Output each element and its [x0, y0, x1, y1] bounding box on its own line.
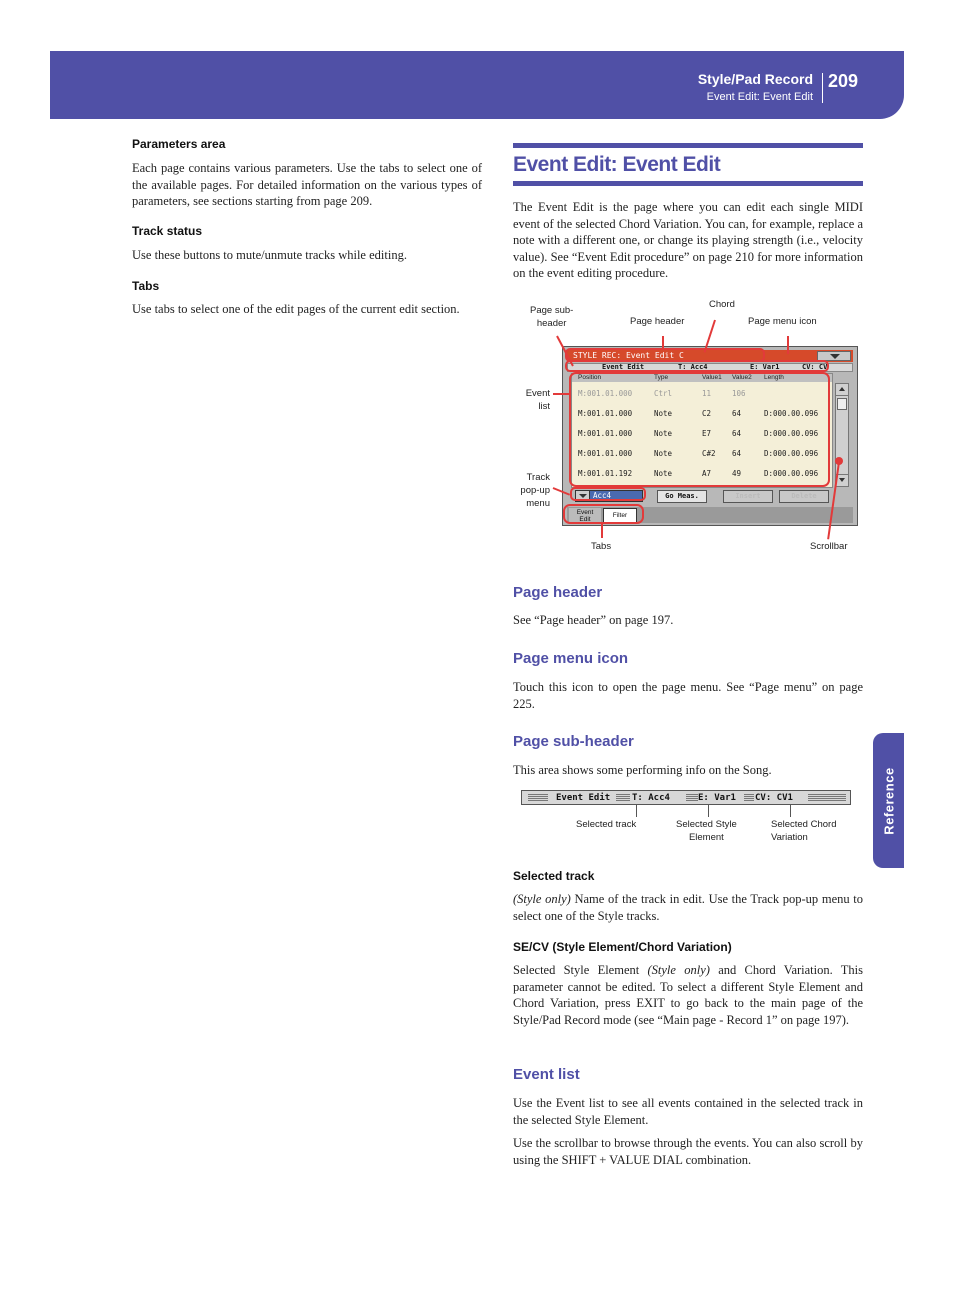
label-track-popup: Track pop-up menu	[520, 472, 550, 509]
event-cell-v1: C2	[702, 409, 712, 418]
line-event-list	[553, 393, 569, 395]
track-popup-value: Acc4	[593, 491, 612, 500]
selected-track-italic: (Style only)	[513, 892, 571, 906]
label-chord: Chord	[709, 299, 735, 310]
tick-selected-chord-variation	[790, 805, 791, 817]
page-subheader-heading: Page sub-header	[513, 733, 634, 750]
strip-handle-icon	[808, 794, 846, 801]
delete-button[interactable]: Delete	[779, 490, 829, 503]
scrollbar-dot	[835, 457, 843, 465]
intro-paragraph: The Event Edit is the page where you can edit each single MIDI event of the selected Chord Variation. You can, for example, replace a note with a different one, or change its playing strength (i.e., velocity value). See “Event Edit procedure” on page 210 for more information on the event editing procedure.	[513, 200, 863, 280]
subheader-element: E: Var1	[750, 363, 780, 371]
strip-handle-icon	[528, 794, 548, 801]
tab-filter[interactable]: Filter	[603, 508, 637, 523]
page-header-heading: Page header	[513, 584, 603, 601]
tab-event-edit[interactable]: Event Edit	[569, 508, 601, 523]
subheader-title: Event Edit	[602, 363, 645, 371]
event-cell-pos: M:001.01.000	[578, 389, 633, 398]
label-selected-track: Selected track	[576, 819, 637, 830]
selected-track-body	[513, 891, 863, 924]
strip-element: E: Var1	[698, 793, 736, 803]
section-title: Style/Pad Record	[697, 71, 813, 87]
tabs-heading: Tabs	[132, 279, 160, 293]
event-list-body-1: Use the Event list to see all events contained in the selected track in the selected Style Element.	[513, 1096, 863, 1127]
page-subheader-body: This area shows some performing info on the Song.	[513, 763, 772, 777]
selected-track-text: Name of the track in edit. Use the Track pop-up menu to select one of the Style tracks.	[513, 892, 864, 923]
event-cell-len: D:000.00.096	[764, 409, 819, 418]
event-cell-pos: M:001.01.000	[578, 449, 633, 458]
se-cv-text-before: Selected Style Element	[513, 963, 648, 977]
scrollbar-thumb[interactable]	[837, 398, 847, 410]
subheader-strip	[521, 790, 851, 805]
se-cv-heading: SE/CV (Style Element/Chord Variation)	[513, 940, 732, 954]
event-cell-type: Note	[654, 409, 673, 418]
tick-selected-track	[636, 805, 637, 817]
col-value1: Value1	[702, 374, 722, 381]
se-cv-text-after: and Chord Variation. This parameter cannot be edited. To select a different Style Element and Chord Variation, press EXIT to go back to the main page of the Style/Pad Record mode (see “Main page - Record 1” on page 197).	[513, 963, 864, 1027]
main-title: Event Edit: Event Edit	[513, 153, 721, 176]
event-cell-v2: 49	[732, 469, 742, 478]
event-cell-type: Note	[654, 429, 673, 438]
label-selected-style-element: Selected Style Element	[676, 819, 737, 843]
strip-handle-icon	[616, 794, 630, 801]
selected-track-heading: Selected track	[513, 869, 595, 883]
se-cv-body	[513, 962, 863, 1028]
event-cell-v2: 64	[732, 429, 742, 438]
strip-handle-icon	[744, 794, 754, 801]
side-tab-label: Reference	[881, 766, 896, 835]
page-number: 209	[828, 71, 859, 91]
screen-page-header-text: STYLE REC: Event Edit C	[573, 351, 684, 360]
tabs-body: Use tabs to select one of the edit pages of the current edit section.	[132, 302, 460, 316]
label-page-header: Page header	[630, 316, 685, 327]
subheader-cv: CV: CV	[802, 363, 828, 371]
label-tabs: Tabs	[591, 541, 612, 552]
strip-cv: CV: CV1	[755, 793, 793, 803]
label-event-list: Event list	[525, 388, 550, 412]
callout-track-popup	[570, 487, 646, 501]
col-position: Position	[578, 374, 602, 381]
event-cell-v1: C#2	[702, 449, 716, 458]
event-cell-pos: M:001.01.000	[578, 429, 633, 438]
callout-page-subheader	[565, 360, 829, 372]
scroll-up-arrow-icon[interactable]	[836, 384, 848, 396]
parameters-area-body: Each page contains various parameters. Use the tabs to select one of the available pages. For detailed information on the various types of parameters, see sections starting from page 209.	[132, 161, 482, 208]
event-list-body-2: Use the scrollbar to browse through the events. You can also scroll by using the SHIFT + VALUE DIAL combination.	[513, 1136, 863, 1167]
go-meas-button[interactable]: Go Meas.	[657, 490, 707, 503]
subheader-track: T: Acc4	[678, 363, 708, 371]
event-cell-type: Ctrl	[654, 389, 673, 398]
callout-tabs	[563, 504, 644, 524]
event-cell-pos: M:001.01.192	[578, 469, 633, 478]
event-cell-type: Note	[654, 449, 673, 458]
event-cell-v1: 11	[702, 389, 712, 398]
label-page-menu-icon: Page menu icon	[748, 316, 817, 327]
page-menu-icon-body: Touch this icon to open the page menu. See “Page menu” on page 225.	[513, 680, 863, 711]
event-cell-len: D:000.00.096	[764, 469, 819, 478]
callout-event-list	[569, 372, 830, 487]
strip-title: Event Edit	[556, 793, 611, 803]
label-selected-chord-variation: Selected Chord Variation	[771, 819, 837, 843]
col-value2: Value2	[732, 374, 752, 381]
event-cell-v2: 64	[732, 409, 742, 418]
main-title-frame	[513, 143, 863, 186]
event-cell-v1: A7	[702, 469, 712, 478]
track-status-body: Use these buttons to mute/unmute tracks while editing.	[132, 248, 407, 262]
page-header-band	[50, 51, 904, 119]
label-scrollbar: Scrollbar	[810, 541, 848, 552]
event-cell-v2: 64	[732, 449, 742, 458]
line-page-menu-icon	[787, 336, 789, 354]
event-cell-v2: 106	[732, 389, 746, 398]
strip-handle-icon	[686, 794, 698, 801]
reference-side-tab	[873, 733, 904, 868]
page-header-body: See “Page header” on page 197.	[513, 613, 674, 627]
section-subtitle: Event Edit: Event Edit	[706, 91, 813, 103]
event-cell-len: D:000.00.096	[764, 449, 819, 458]
track-status-heading: Track status	[132, 224, 203, 238]
page-menu-icon-heading: Page menu icon	[513, 650, 629, 667]
se-cv-italic: (Style only)	[647, 963, 710, 977]
insert-button[interactable]: Insert	[723, 490, 773, 503]
col-type: Type	[654, 374, 669, 381]
label-page-subheader: Page sub- header	[530, 305, 574, 329]
line-page-header	[662, 336, 664, 350]
event-list-heading: Event list	[513, 1066, 580, 1083]
strip-track: T: Acc4	[632, 793, 670, 803]
col-length: Length	[764, 374, 784, 381]
header-divider	[822, 73, 823, 103]
event-cell-v1: E7	[702, 429, 712, 438]
parameters-area-heading: Parameters area	[132, 137, 226, 151]
event-cell-len: D:000.00.096	[764, 429, 819, 438]
event-cell-type: Note	[654, 469, 673, 478]
event-cell-pos: M:001.01.000	[578, 409, 633, 418]
tick-selected-style-element	[708, 805, 709, 817]
line-tabs	[601, 522, 603, 538]
